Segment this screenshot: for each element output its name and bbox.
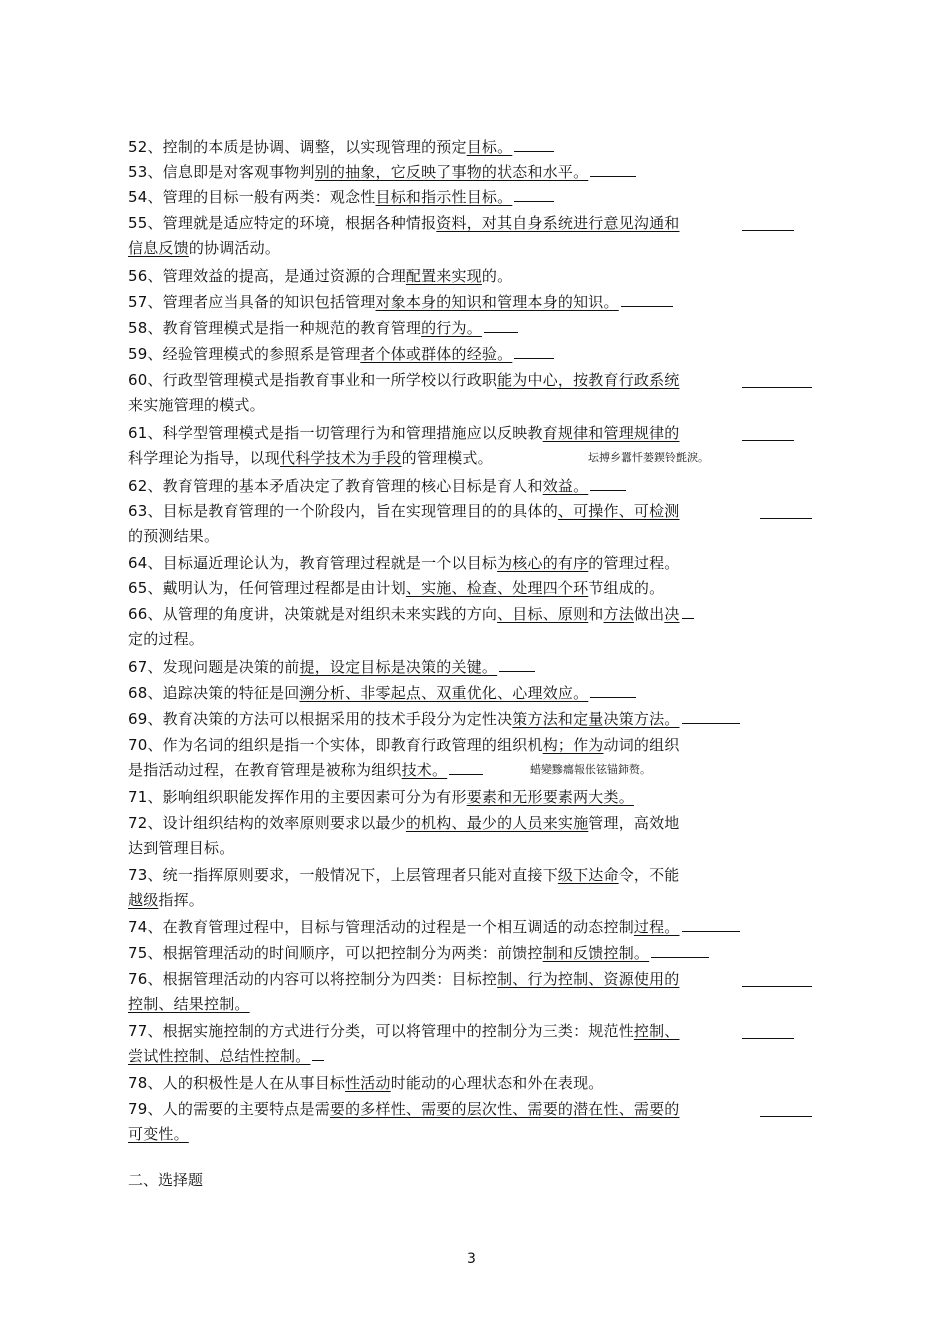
item-text: 69、教育决策的方法可以根据采用的技术手段分为定性决 — [128, 710, 513, 728]
item-text: 79、人的需要的主要特点是需 — [128, 1100, 330, 1118]
item-answer: 目标。 — [466, 138, 513, 156]
item-text: 的管理过程。 — [588, 554, 680, 572]
item-text: 53、信息即是对客观事物判 — [128, 163, 315, 181]
item-text: 64、目标逼近理论认为，教育管理过程就是一个以目标 — [128, 554, 498, 572]
item-72-continued — [128, 838, 234, 858]
item-56 — [128, 266, 512, 286]
item-70 — [128, 735, 680, 755]
item-text: 72、设计组织结构的效率原则要求以最少 — [128, 814, 406, 832]
item-55 — [128, 213, 680, 233]
item-text: 令，不能 — [618, 866, 680, 884]
item-answer: 资料，对其自身系统进行意见沟通和 — [436, 214, 680, 232]
item-66 — [128, 604, 694, 624]
item-text: 78、人的积极性是人在从事目标 — [128, 1074, 346, 1092]
item-answer: 越级 — [128, 891, 159, 909]
item-text: 62、教育管理的基本矛盾决定了教育管理的核心目标是育人和 — [128, 477, 543, 495]
item-76 — [128, 969, 680, 989]
item-answer: 别的抽象，它反映了事物的状态和水平。 — [314, 163, 589, 181]
item-73-continued — [128, 890, 204, 910]
item-74 — [128, 917, 740, 937]
item-text: 61、科学型管理模式是指一切管理行为和管理措施应以反映教 — [128, 424, 543, 442]
item-text: 科学理论为指导，以现 — [128, 449, 281, 467]
item-answer: 性活动 — [345, 1074, 391, 1092]
item-62 — [128, 476, 626, 496]
item-answer: 技术。 — [401, 761, 448, 779]
item-53 — [128, 162, 636, 182]
item-54 — [128, 187, 554, 207]
item-78 — [128, 1073, 604, 1093]
item-73 — [128, 865, 680, 885]
item-answer: 对象本身的知识和管理本身的知识。 — [375, 293, 619, 311]
item-answer: 为核心的有序 — [497, 554, 589, 572]
item-79-continued — [128, 1124, 189, 1144]
item-55-continued — [128, 238, 280, 258]
item-answer: 能为中心，按教育行政系统 — [497, 371, 680, 389]
item-answer: 过程。 — [633, 918, 680, 936]
item-text: 指挥。 — [158, 891, 205, 909]
item-52 — [128, 137, 554, 157]
item-61 — [128, 423, 680, 443]
item-text: 67、发现问题是决策的前 — [128, 658, 300, 676]
item-70-continued — [128, 760, 483, 780]
scan-noise-text: 蜡變黲癟報伥铉锚鈰赘。 — [530, 763, 651, 776]
item-text: 节组成的。 — [588, 579, 665, 597]
item-58 — [128, 318, 518, 338]
item-77 — [128, 1021, 680, 1041]
item-answer: 的行为。 — [421, 319, 482, 337]
item-text: 时能动的心理状态和外在表现。 — [390, 1074, 604, 1092]
item-answer: 、实施、检查、处理四个环 — [405, 579, 589, 597]
item-answer: 制和反馈控制。 — [542, 944, 650, 962]
item-text: 动词的组织 — [603, 736, 680, 754]
item-text: 70、作为名词的组织是指一个实体，即教育行政管理的组织机 — [128, 736, 543, 754]
item-text: 的。 — [481, 267, 513, 285]
item-text: 来实施管理的模式。 — [128, 396, 265, 414]
item-text: 74、在教育管理过程中，目标与管理活动的过程是一个相互调适的动态控制 — [128, 918, 634, 936]
item-63 — [128, 501, 680, 521]
item-answer: 代科学技术为手段 — [280, 449, 402, 467]
item-61-continued — [128, 448, 493, 468]
item-text: 的协调活动。 — [188, 239, 281, 257]
item-answer: 制、行为控制、资源使用的 — [497, 970, 680, 988]
item-answer: 要的多样性、需要的层次性、需要的潜在性、需要的 — [329, 1100, 680, 1118]
item-69 — [128, 709, 740, 729]
item-answer: 者个体或群体的经验。 — [360, 345, 513, 363]
item-text: 71、影响组织职能发挥作用的主要因素可分为有形 — [128, 788, 467, 806]
item-68 — [128, 683, 636, 703]
item-text: 76、根据管理活动的内容可以将控制分为四类：目标控 — [128, 970, 498, 988]
section-heading: 二、选择题 — [128, 1171, 204, 1189]
item-answer: 策方法和定量决策方法。 — [512, 710, 680, 728]
item-answer: 目标和指示性目标。 — [375, 188, 513, 206]
item-answer: 控制、结果控制。 — [128, 995, 250, 1013]
item-answer: 构；作为 — [542, 736, 604, 754]
item-text: 65、戴明认为，任何管理过程都是由计划 — [128, 579, 406, 597]
item-answer: 配置来实现 — [405, 267, 482, 285]
item-answer: 效益。 — [542, 477, 589, 495]
item-65 — [128, 578, 664, 598]
item-text: 73、统一指挥原则要求，一般情况下，上层管理者只能对直接下 — [128, 866, 558, 884]
item-72 — [128, 813, 680, 833]
item-79 — [128, 1099, 680, 1119]
item-text: 75、根据管理活动的时间顺序，可以把控制分为两类：前馈控 — [128, 944, 543, 962]
item-answer: 要素和无形要素两大类。 — [466, 788, 634, 806]
item-text: 的预测结果。 — [128, 527, 220, 545]
item-text: 68、追踪决策的特征是回 — [128, 684, 300, 702]
scan-noise-text: 坛搏乡囂忏蒌鍥铃氈淚。 — [588, 451, 709, 464]
item-71 — [128, 787, 634, 807]
item-text: 定的过程。 — [128, 630, 205, 648]
item-answer: 的机构、最少的人员来实施 — [405, 814, 589, 832]
item-63-continued — [128, 526, 219, 546]
item-67 — [128, 657, 535, 677]
item-text: 56、管理效益的提高，是通过资源的合理 — [128, 267, 406, 285]
item-answer: 尝试性控制、总结性控制。 — [128, 1047, 311, 1065]
item-text: 63、目标是教育管理的一个阶段内，旨在实现管理目的的具体的 — [128, 502, 558, 520]
item-75 — [128, 943, 709, 963]
item-text: 55、管理就是适应特定的环境，根据各种情报 — [128, 214, 437, 232]
page-number: 3 — [467, 1251, 476, 1267]
item-text: 77、根据实施控制的方式进行分类，可以将管理中的控制分为三类：规范性 — [128, 1022, 634, 1040]
item-60 — [128, 370, 680, 390]
item-answer: 、目标、原则 — [497, 605, 589, 623]
item-text: 60、行政型管理模式是指教育事业和一所学校以行政职 — [128, 371, 498, 389]
item-answer: 决 — [664, 605, 680, 623]
item-text: 66、从管理的角度讲，决策就是对组织未来实践的方向 — [128, 605, 498, 623]
item-text: 54、管理的目标一般有两类：观念性 — [128, 188, 376, 206]
item-66-continued — [128, 629, 204, 649]
item-answer: 提，设定目标是决策的关键。 — [299, 658, 498, 676]
item-answer: 方法 — [603, 605, 634, 623]
item-text: 达到管理目标。 — [128, 839, 235, 857]
item-answer: 溯分析、非零起点、双重优化、心理效应。 — [299, 684, 589, 702]
item-answer: 、可操作、可检测 — [557, 502, 680, 520]
item-text: 是指活动过程，在教育管理是被称为组织 — [128, 761, 402, 779]
item-answer: 可变性。 — [128, 1125, 189, 1143]
item-text: 58、教育管理模式是指一种规范的教育管理 — [128, 319, 422, 337]
item-60-continued — [128, 395, 265, 415]
item-57 — [128, 292, 673, 312]
item-answer: 控制、 — [633, 1022, 680, 1040]
item-59 — [128, 344, 554, 364]
item-64 — [128, 553, 680, 573]
item-answer: 级下达命 — [557, 866, 619, 884]
item-answer: 育规律和管理规律的 — [542, 424, 680, 442]
item-text: 管理，高效地 — [588, 814, 680, 832]
item-76-continued — [128, 994, 250, 1014]
item-text: 52、控制的本质是协调、调整，以实现管理的预定 — [128, 138, 467, 156]
item-text: 57、管理者应当具备的知识包括管理 — [128, 293, 376, 311]
item-text: 59、经验管理模式的参照系是管理 — [128, 345, 361, 363]
item-text: 和 — [588, 605, 604, 623]
item-text: 做出 — [633, 605, 665, 623]
item-text: 的管理模式。 — [401, 449, 493, 467]
item-77-continued — [128, 1046, 324, 1066]
item-answer: 信息反馈 — [128, 239, 189, 257]
